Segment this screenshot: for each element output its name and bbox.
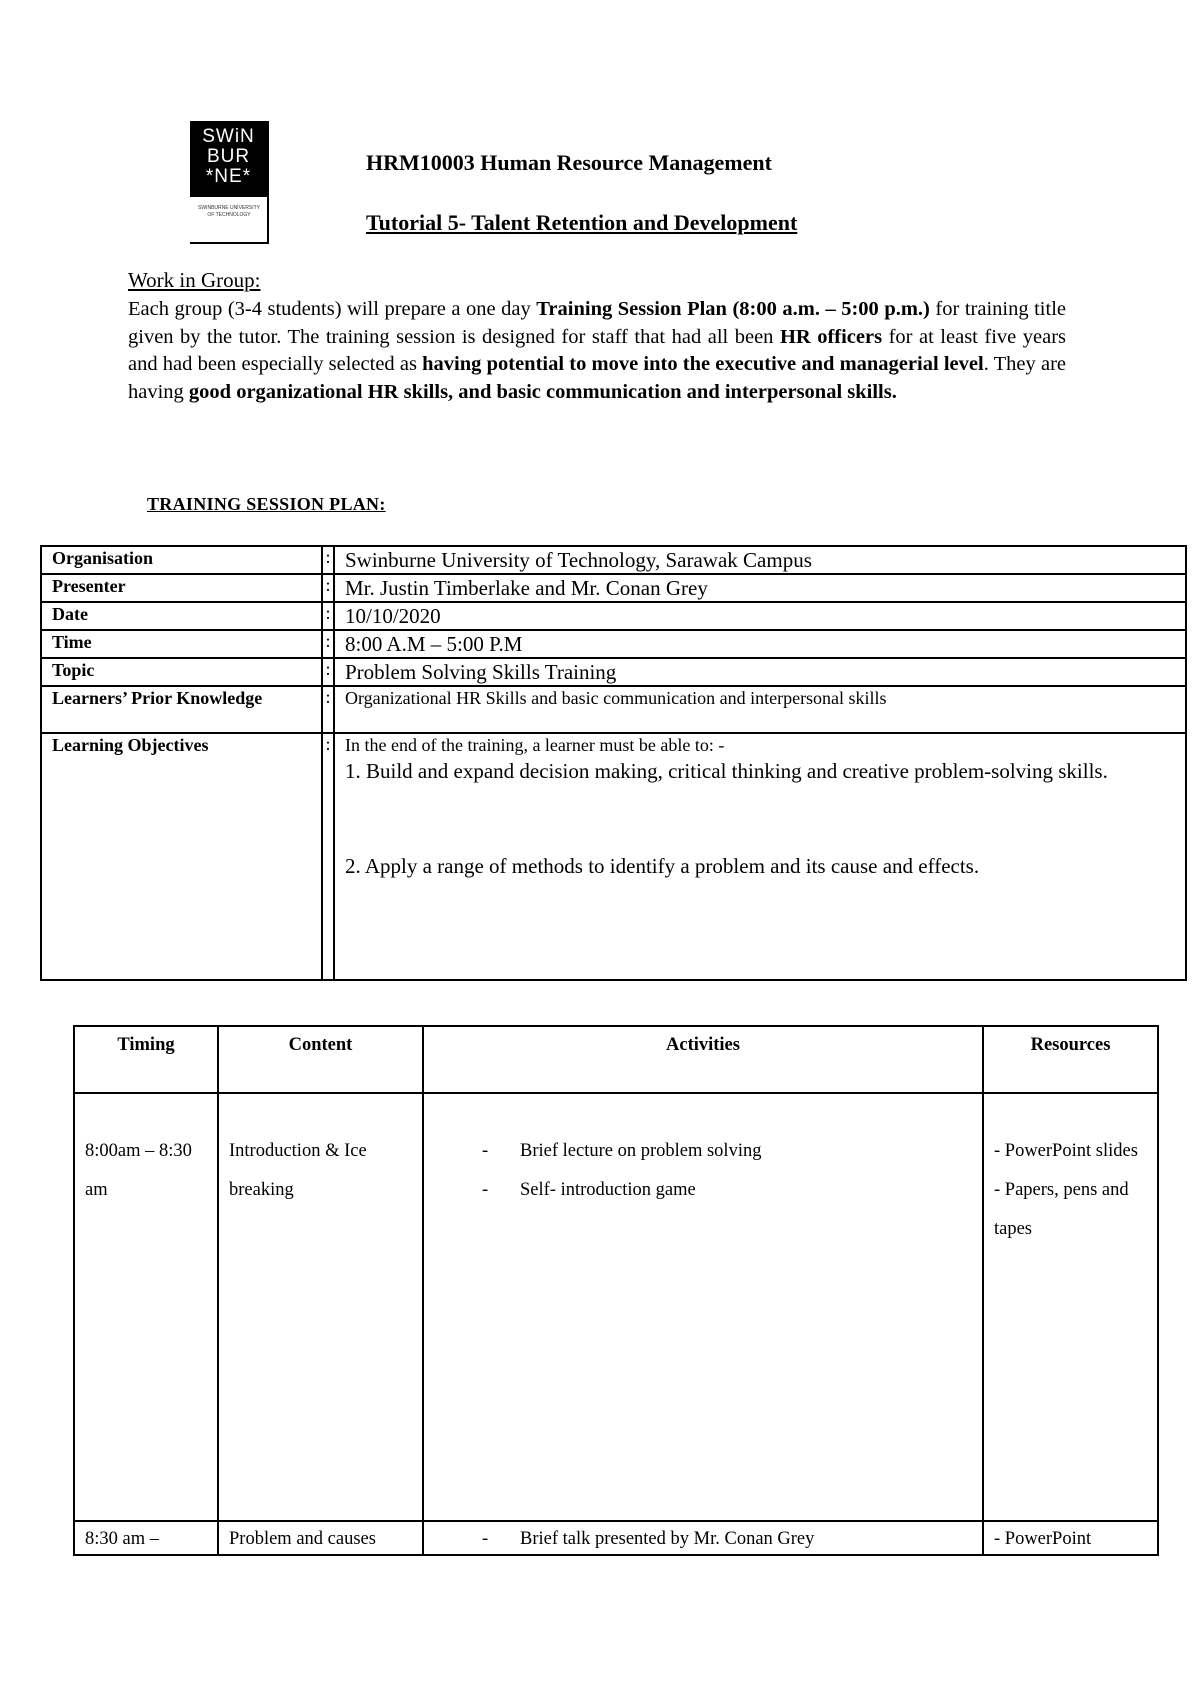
schedule-row xyxy=(74,1093,1158,1521)
timing-cell: 8:00am – 8:30 am xyxy=(74,1093,218,1521)
objectives-intro: In the end of the training, a learner must be able to: - xyxy=(345,735,725,755)
info-separator: : xyxy=(322,630,334,658)
info-label: Organisation xyxy=(41,546,322,574)
resource-item: - PowerPoint xyxy=(994,1529,1092,1549)
logo-caption: SWINBURNE UNIVERSITY OF TECHNOLOGY xyxy=(198,205,260,218)
header-resources: Resources xyxy=(983,1026,1158,1093)
content-cell: Problem and causes xyxy=(218,1521,423,1555)
activity-item: - Brief talk presented by Mr. Conan Grey xyxy=(482,1524,972,1554)
activities-cell xyxy=(423,1521,983,1555)
objective-item: 2. Apply a range of methods to identify a problem and its cause and effects. xyxy=(345,854,980,878)
resources-cell xyxy=(983,1521,1158,1555)
activity-item: - Brief lecture on problem solving xyxy=(482,1132,972,1171)
objectives-value xyxy=(334,733,1186,980)
timing-cell: 8:30 am – xyxy=(74,1521,218,1555)
info-value: 10/10/2020 xyxy=(334,602,1186,630)
info-label: Learners’ Prior Knowledge xyxy=(41,686,322,733)
info-separator: : xyxy=(322,686,334,733)
activity-list xyxy=(434,1524,972,1554)
objective-item: 1. Build and expand decision making, critical thinking and creative problem-solving skills. xyxy=(345,759,1108,783)
objectives-row xyxy=(41,733,1186,980)
header-content: Content xyxy=(218,1026,423,1093)
resources-cell xyxy=(983,1093,1158,1521)
emphasis-text: HR officers xyxy=(779,325,883,348)
header-activities: Activities xyxy=(423,1026,983,1093)
logo-mark xyxy=(190,121,267,197)
schedule-table xyxy=(73,1025,1159,1556)
info-separator: : xyxy=(322,602,334,630)
info-separator: : xyxy=(322,574,334,602)
course-title: HRM10003 Human Resource Management xyxy=(366,150,772,175)
schedule-header-row xyxy=(74,1026,1158,1093)
group-instructions xyxy=(128,296,1066,406)
info-value: 8:00 A.M – 5:00 P.M xyxy=(334,630,1186,658)
emphasis-text: having potential to move into the executive and managerial level xyxy=(422,353,984,375)
info-value: Swinburne University of Technology, Sarawak Campus xyxy=(334,546,1186,574)
logo-line: SWiN xyxy=(202,126,255,147)
info-row xyxy=(41,546,1186,574)
info-value: Organizational HR Skills and basic communication and interpersonal skills xyxy=(334,686,1186,733)
info-row xyxy=(41,602,1186,630)
body-text: for at least five years and had been especially selected as xyxy=(128,325,1067,375)
activities-cell xyxy=(423,1093,983,1521)
body-text: for training title given by the tutor. The training session is designed for staff that had all been xyxy=(128,298,1066,348)
session-info-table xyxy=(40,545,1187,981)
info-separator: : xyxy=(322,658,334,686)
info-label: Presenter xyxy=(41,574,322,602)
content-cell: Introduction & Ice breaking xyxy=(218,1093,423,1521)
info-value: Problem Solving Skills Training xyxy=(334,658,1186,686)
header-timing: Timing xyxy=(74,1026,218,1093)
objectives-label: Learning Objectives xyxy=(41,733,322,980)
resource-item: - Papers, pens and tapes xyxy=(994,1180,1129,1239)
info-label: Time xyxy=(41,630,322,658)
activity-list xyxy=(434,1132,972,1210)
tutorial-title: Tutorial 5- Talent Retention and Development xyxy=(366,210,798,235)
info-value: Mr. Justin Timberlake and Mr. Conan Grey xyxy=(334,574,1186,602)
info-label: Topic xyxy=(41,658,322,686)
activity-item: - Self- introduction game xyxy=(482,1171,972,1210)
university-logo xyxy=(190,121,269,244)
logo-line: BUR xyxy=(206,146,251,167)
plan-heading: TRAINING SESSION PLAN: xyxy=(147,494,386,514)
info-row xyxy=(41,658,1186,686)
info-row xyxy=(41,574,1186,602)
info-separator: : xyxy=(322,733,334,980)
info-label: Date xyxy=(41,602,322,630)
schedule-row xyxy=(74,1521,1158,1555)
info-row xyxy=(41,686,1186,733)
resource-item: - PowerPoint slides xyxy=(994,1141,1138,1161)
info-row xyxy=(41,630,1186,658)
emphasis-text: Training Session Plan (8:00 a.m. – 5:00 p.m.) xyxy=(536,298,930,320)
group-heading: Work in Group: xyxy=(128,268,261,292)
body-text: Each group (3-4 students) will prepare a one day xyxy=(128,298,537,320)
emphasis-text: good organizational HR skills, and basic communication and interpersonal skills. xyxy=(188,380,897,403)
body-text: . They are having xyxy=(128,353,1066,403)
info-separator: : xyxy=(322,546,334,574)
logo-line: *NE* xyxy=(205,166,252,187)
